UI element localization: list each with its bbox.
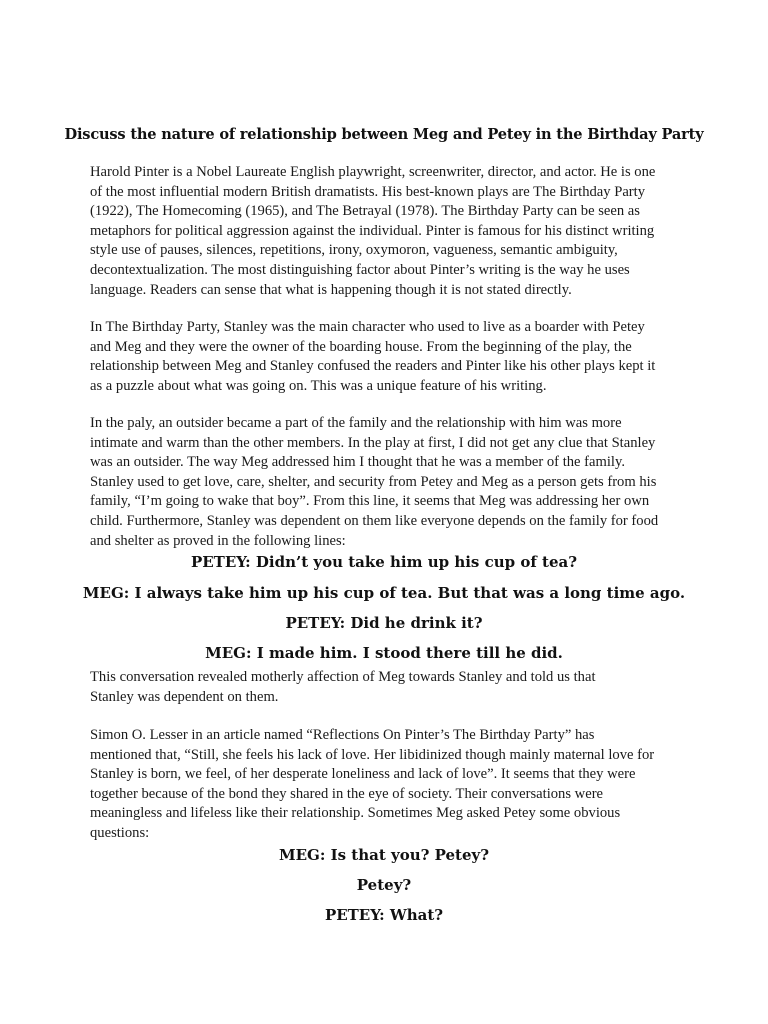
text-line: In the paly, an outsider became a part of the family and the relationship with him was more [90,415,622,431]
dialogue-line: PETEY: Didn’t you take him up his cup of tea? [190,553,578,571]
text-line: as a puzzle about what was going on. This was a unique feature of his writing. [90,377,547,394]
paragraph-outsider [90,414,690,551]
paragraph-stanley [90,318,690,396]
text-line: mentioned that, “Still, she feels his lack of love. Her libidinized though mainly maternal love for [90,746,655,763]
dialogue-line: MEG: I made him. I stood there till he did. [205,644,563,662]
text-line: of the most influential modern British dramatists. His best-known plays are The Birthday Party [90,183,646,200]
text-line: questions: [90,824,150,841]
text-line: Stanley is born, we feel, of her desperate loneliness and lack of love”. It seems that they were [90,766,636,783]
text-line: intimate and warm than the other members. In the play at first, I did not get any clue that Stanley [90,434,656,451]
paragraph-intro [90,163,690,300]
dialogue-line: PETEY: What? [324,906,444,924]
text-line: style use of pauses, silences, repetitions, irony, oxymoron, vagueness, semantic ambiguity, [90,242,618,259]
document-title: Discuss the nature of relationship between Meg and Petey in the Birthday Party [64,126,704,143]
text-line: meaningless and lifeless like their relationship. Sometimes Meg asked Petey some obvious [90,805,621,822]
text-line: Stanley was dependent on them. [90,688,279,705]
text-line: Harold Pinter is a Nobel Laureate English playwright, screenwriter, director, and actor. He is one [90,164,656,180]
text-line: metaphors for political aggression against the individual. Pinter is famous for his distinct writing [90,222,655,239]
text-line: decontextualization. The most distinguishing factor about Pinter’s writing is the way he uses [90,261,630,278]
dialogue-line: PETEY: Did he drink it? [285,614,483,632]
text-line: family, “I’m going to wake that boy”. From this line, it seems that Meg was addressing her own [90,493,650,510]
text-line: Stanley used to get love, care, shelter, and security from Petey and Meg as a person gets from his [90,473,657,490]
text-line: (1922), The Homecoming (1965), and The Betrayal (1978). The Birthday Party can be seen as [90,203,640,220]
text-line: together because of the bond they shared in the eye of society. Their conversations were [90,785,604,802]
text-line: language. Readers can sense that what is happening though it is not stated directly. [90,281,572,298]
dialogue-line: MEG: I always take him up his cup of tea. But that was a long time ago. [82,584,686,602]
text-line: and Meg and they were the owner of the boarding house. From the beginning of the play, the [90,338,632,355]
text-line: child. Furthermore, Stanley was dependent on them like everyone depends on the family for food [90,512,659,529]
text-line: In The Birthday Party, Stanley was the main character who used to live as a boarder with Petey [90,319,645,335]
text-line: Simon O. Lesser in an article named “Reflections On Pinter’s The Birthday Party” has [90,727,595,743]
text-line: This conversation revealed motherly affection of Meg towards Stanley and told us that [90,669,596,685]
paragraph-conversation [90,668,690,707]
dialogue-line: MEG: Is that you? Petey? [278,846,490,864]
text-line: relationship between Meg and Stanley confused the readers and Pinter like his other plays kept it [90,358,656,375]
paragraph-lesser [90,726,690,844]
dialogue-line: Petey? [356,876,412,894]
text-line: was an outsider. The way Meg addressed him I thought that he was a member of the family. [90,454,625,471]
text-line: and shelter as proved in the following lines: [90,532,346,549]
